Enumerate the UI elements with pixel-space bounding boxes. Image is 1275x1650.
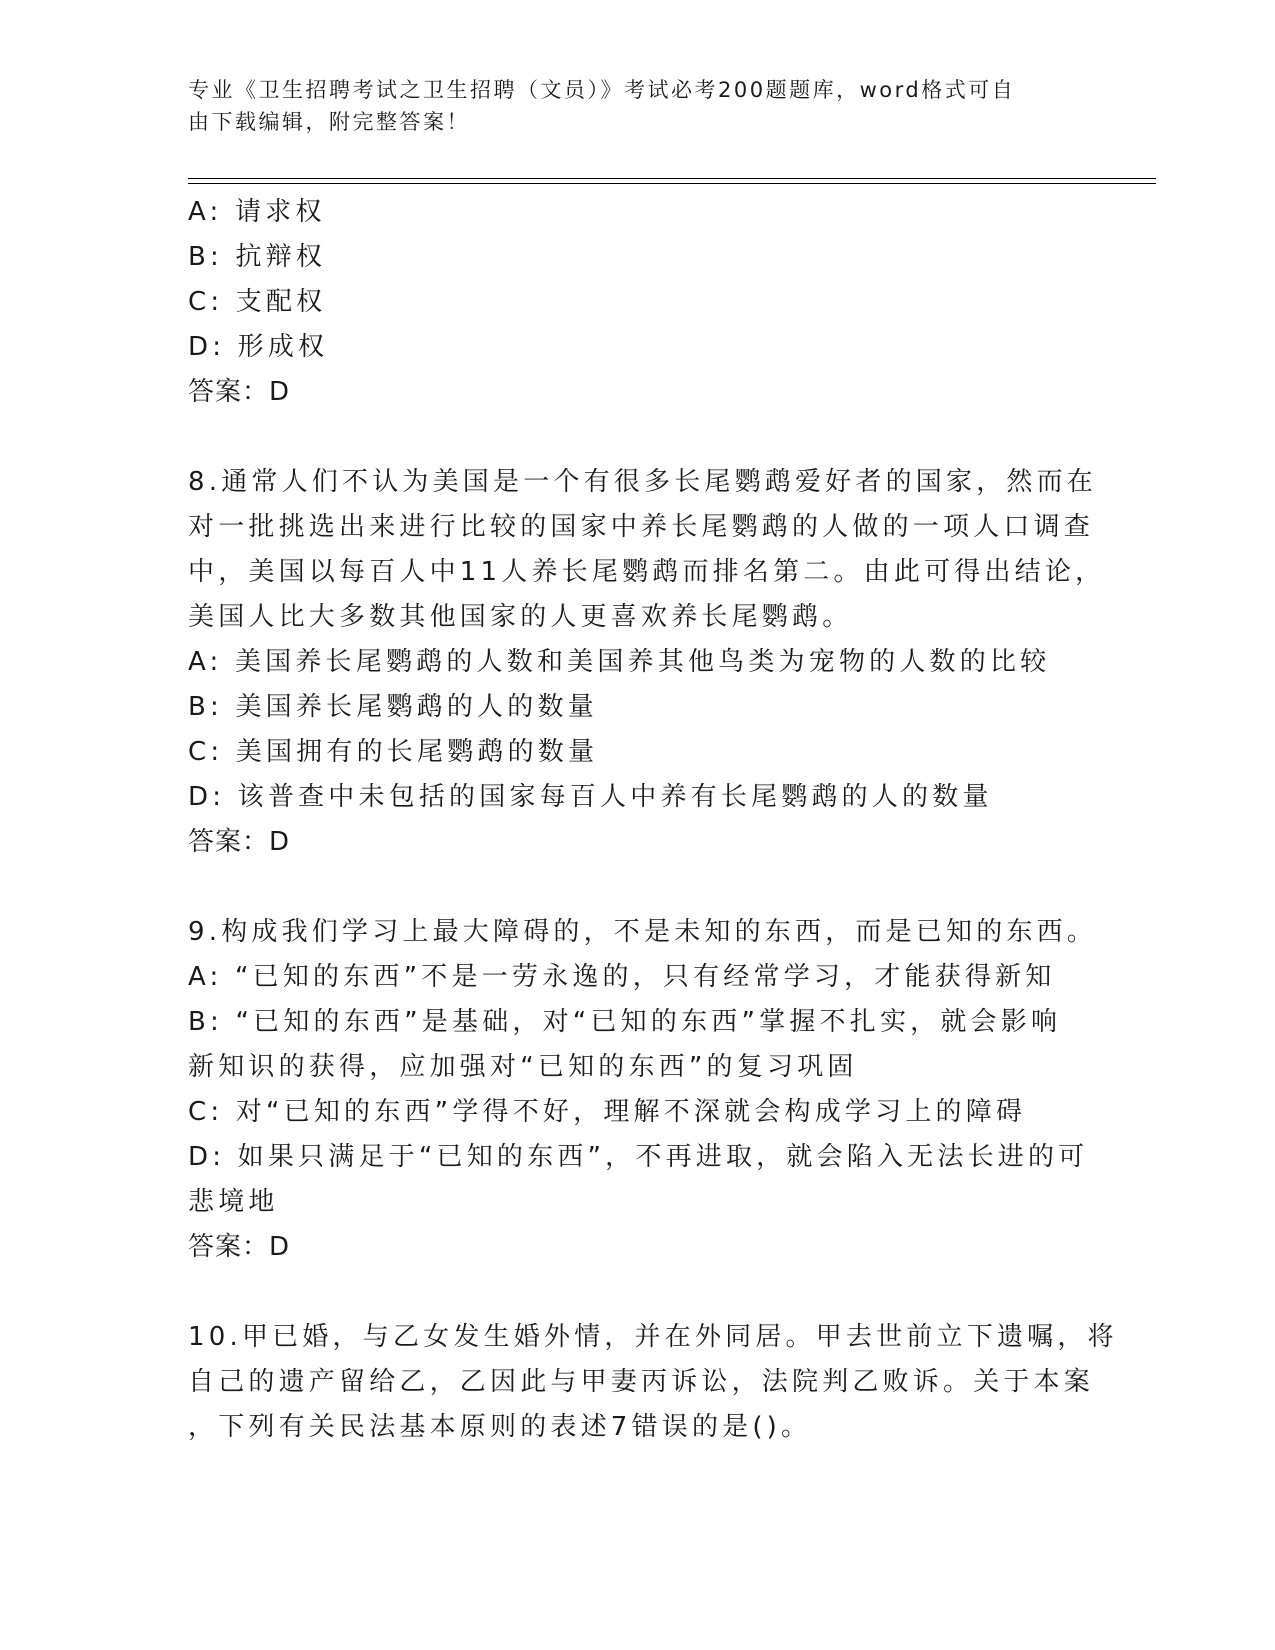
- q10-stem-line: ，下列有关民法基本原则的表述7错误的是()。: [188, 1412, 812, 1442]
- question-10: [188, 1315, 1118, 1450]
- q8-stem-line: 对一批挑选出来进行比较的国家中养长尾鹦鹉的人做的一项人口调查: [188, 512, 1095, 542]
- q7-option-c: C: 支配权: [188, 287, 327, 317]
- q8-stem-line: 美国人比大多数其他国家的人更喜欢养长尾鹦鹉。: [188, 602, 853, 632]
- q9-option-a: A: “已知的东西”不是一劳永逸的，只有经常学习，才能获得新知: [188, 962, 1056, 992]
- spacer: [188, 415, 1088, 460]
- question-7: [188, 190, 1088, 415]
- q9-stem: 9.构成我们学习上最大障碍的，不是未知的东西，而是已知的东西。: [188, 917, 1098, 947]
- header-line-1: 专业《卫生招聘考试之卫生招聘（文员）》考试必考200题题库，word格式可自: [188, 78, 1016, 102]
- question-8: [188, 460, 1106, 865]
- q8-option-b: B: 美国养长尾鹦鹉的人的数量: [188, 692, 598, 722]
- q8-option-a: A: 美国养长尾鹦鹉的人数和美国养其他鸟类为宠物的人数的比较: [188, 647, 1051, 677]
- header-line-2: 由下载编辑，附完整答案！: [188, 110, 470, 134]
- q10-stem-line: 10.甲已婚，与乙女发生婚外情，并在外同居。甲去世前立下遗嘱，将: [188, 1322, 1118, 1352]
- page-header: [188, 74, 1068, 138]
- q7-answer: 答案：D: [188, 377, 291, 407]
- q10-stem-line: 自己的遗产留给乙，乙因此与甲妻丙诉讼，法院判乙败诉。关于本案: [188, 1367, 1095, 1397]
- q9-option-b: B: “已知的东西”是基础，对“已知的东西”掌握不扎实，就会影响: [188, 1007, 1062, 1037]
- question-content: [188, 190, 1118, 1450]
- question-9: [188, 910, 1098, 1270]
- header-divider: [188, 178, 1156, 184]
- q8-stem-line: 8.通常人们不认为美国是一个有很多长尾鹦鹉爱好者的国家，然而在: [188, 467, 1098, 497]
- q8-answer: 答案：D: [188, 827, 291, 857]
- q9-option-d-cont: 悲境地: [188, 1187, 279, 1217]
- q7-option-b: B: 抗辩权: [188, 242, 327, 272]
- spacer: [188, 865, 1088, 910]
- q9-option-c: C: 对“已知的东西”学得不好，理解不深就会构成学习上的障碍: [188, 1097, 1027, 1127]
- q8-stem-line: 中，美国以每百人中11人养长尾鹦鹉而排名第二。由此可得出结论，: [188, 557, 1106, 587]
- q8-option-c: C: 美国拥有的长尾鹦鹉的数量: [188, 737, 599, 767]
- q7-option-a: A: 请求权: [188, 197, 326, 227]
- q9-answer: 答案：D: [188, 1232, 291, 1262]
- q8-option-d: D: 该普查中未包括的国家每百人中养有长尾鹦鹉的人的数量: [188, 782, 993, 812]
- q9-option-b-cont: 新知识的获得，应加强对“已知的东西”的复习巩固: [188, 1052, 858, 1082]
- q9-option-d: D: 如果只满足于“已知的东西”，不再进取，就会陷入无法长进的可: [188, 1142, 1089, 1172]
- q7-option-d: D: 形成权: [188, 332, 329, 362]
- spacer: [188, 1270, 1088, 1315]
